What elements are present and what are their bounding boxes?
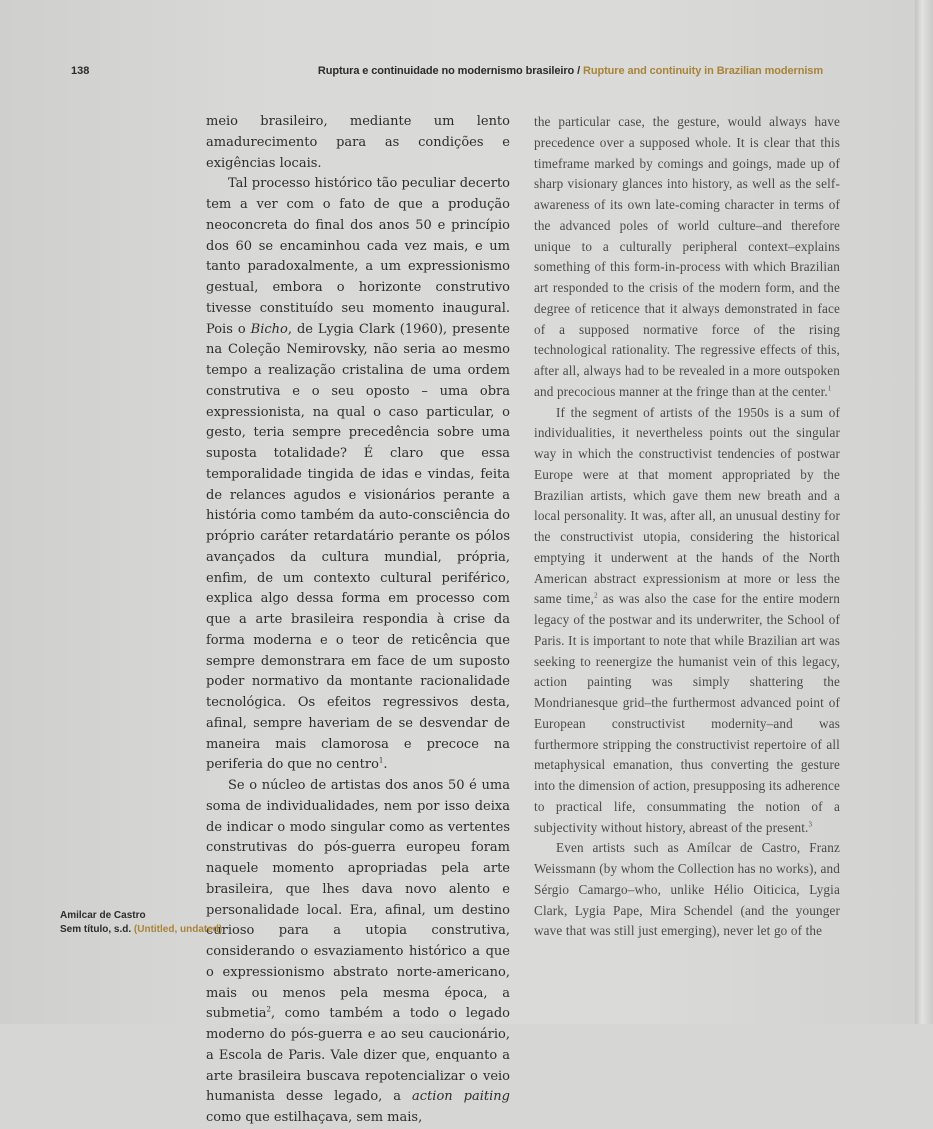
page-edge [915,0,933,1024]
pt-paragraph-3 [206,776,510,1129]
en-paragraph-1 [534,112,840,403]
pt-p2-text-b: , de Lygia Clark (1960), presente na Coleção Nemirovsky, não seria ao mesmo tempo a realização cristalina de uma ordem construtiva e o seu oposto – uma obra expressionista, na qual o caso particular, o gesto, teria sempre precedência sobre uma suposta totalidade? É claro que essa temporalidade tingida de idas e vindas, feita de relances agudos e visionários perante a história como também da auto-consciência do próprio caráter retardatário perante os pólos avançados da cultura mundial, própria, enfim, de um contexto cultural periférico, explica algo dessa forma em processo com que a arte brasileira respondia à crise da forma moderna e o teor de reticência que sempre demonstrara em face de um suposto poder normativo da montante racionalidade tecnológica. Os efeitos regressivos desta, afinal, sempre haveriam de se desvendar de maneira mais clamorosa e precoce na periferia do que no centro [206,321,510,773]
column-english [534,112,840,942]
running-head-separator: / [574,65,584,77]
running-head [318,65,823,77]
pt-p3-text-b: , como também a todo o legado moderno do pós-guerra e ao seu caucionário, a Escola de Paris. Vale dizer que, enquanto a arte brasileira buscava repotencializar o veio humanista desse legado, a [206,1006,510,1105]
en-paragraph-3: Even artists such as Amílcar de Castro, Franz Weissmann (by whom the Collection has no works), and Sérgio Camargo–who, unlike Hélio Oiticica, Lygia Clark, Lygia Pape, Mira Schendel (and the younger wave that was still just emerging), never let go of the [534,840,840,939]
en-p2-text-a: If the segment of artists of the 1950s is a sum of individualities, it nevertheless points out the singular way in which the constructivist tendencies of postwar Europe were at that moment appropriated by the Brazilian artists, which gave them new breath and a local personality. It was, after all, an unusual destiny for the constructivist utopia, considering the historical emptying it underwent at the hands of the North American abstract expressionism at more or less the same time, [534,404,840,607]
pt-paragraph-2 [206,174,510,776]
en-p2-text-b: as was also the case for the entire modern legacy of the postwar and its underwriter, the School of Paris. It is important to note that while Brazilian art was seeking to reenergize the humanist vein of this legacy, action painting was simply shattering the Mondrianesque grid–the furthermost advanced point of European constructivist modernity–and was furthermore stripping the constructivist repertoire of all metaphysical emanation, thus converting the gesture into the dimension of action, presupposing its adherence to practical life, consummating the notion of a subjectivity without history, abreast of the present. [534,591,840,835]
en-footnote-ref-3: 3 [808,820,813,829]
pt-p3-text-c: como que estilhaçava, sem mais, [206,1110,423,1125]
en-footnote-ref-2: 2 [594,591,598,600]
en-footnote-ref-1: 1 [827,384,832,393]
en-p1-text: the particular case, the gesture, would always have precedence over a supposed whole. It is clear that this timeframe marked by comings and goings, made up of sharp visionary glances into history, as well as the self-awareness of its own late-coming character in terms of the advanced poles of world culture–and therefore unique to a culturally peripheral context–explains something of this form-in-process with which Brazilian art responded to the crisis of the modern form, and the degree of reticence that it always demonstrated in face of a supposed normative force of the rising technological rationality. The regressive effects of this, after all, always had to be revealed in a more outspoken and precocious manner at the fringe than at the center. [534,114,840,399]
caption-title [60,923,223,937]
page-number: 138 [71,65,90,77]
running-head-pt: Ruptura e continuidade no modernismo brasileiro [317,65,575,77]
caption-title-en: (Untitled, undated) [133,924,223,935]
caption-artist: Amilcar de Castro [60,910,146,921]
footnote-ref-2: 2 [266,1005,271,1014]
column-portuguese [206,112,510,1129]
running-head-en: Rupture and continuity in Brazilian modernism [583,65,823,77]
pt-p2-text-end: . [383,757,388,773]
pt-p2-italic: Bicho [250,321,288,337]
pt-p3-text-a: Se o núcleo de artistas dos anos 50 é uma soma de individualidades, nem por isso deixa de indicar o modo singular como as vertentes construtivas do pós-guerra europeu foram naquele momento apropriadas pela arte brasileira, que lhes dava novo alento e personalidade local. Era, afinal, um destino curioso para a utopia construtiva, considerando o esvaziamento histórico a que o expressionismo abstrato norte-americano, mais ou menos pela mesma época, a submetia [206,778,510,1022]
page-header [0,64,915,82]
pt-p3-italic: action paiting [412,1089,510,1105]
footnote-ref-1: 1 [378,756,384,765]
pt-p2-text-a: Tal processo histórico tão peculiar decerto tem a ver com o fato de que a produção neoconcreta do final dos anos 50 e princípio dos 60 se encaminhou cada vez mais, e um tanto paradoxalmente, a um expressionismo gestual, embora o horizonte construtivo tivesse constituído seu momento inaugural. Pois o [206,176,510,337]
caption-title-pt: Sem título, s.d. [60,924,132,935]
pt-paragraph-1: meio brasileiro, mediante um lento amadurecimento para as condições e exigências locais. [206,114,510,171]
image-caption [60,909,223,937]
en-paragraph-2 [534,403,840,839]
